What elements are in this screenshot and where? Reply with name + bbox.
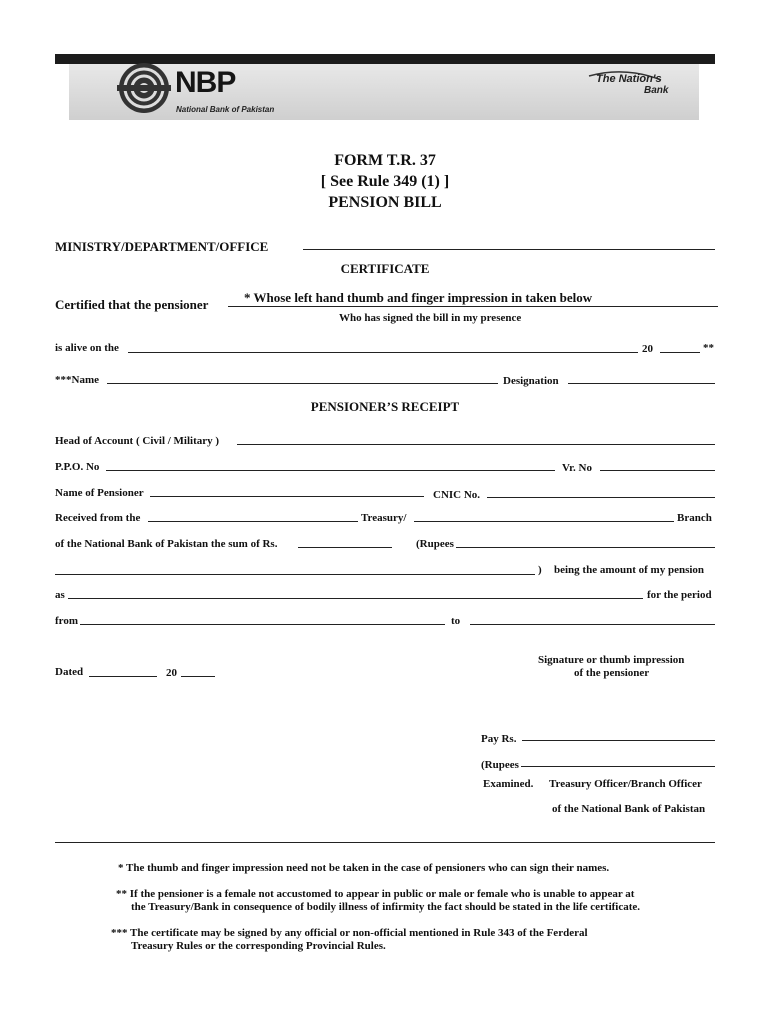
amount-label: being the amount of my pension <box>554 564 705 576</box>
bank-abbr: NBP <box>175 66 236 99</box>
note-3-line-1: *** The certificate may be signed by any official or non-official mentioned in Rule 343 of the Ferderal <box>111 927 588 939</box>
tagline-line-2: Bank <box>644 85 669 96</box>
pay-label: Pay Rs. <box>481 733 517 745</box>
vr-label: Vr. No <box>562 462 592 474</box>
note-1: * The thumb and finger impression need not be taken in the case of pensioners who can sign their names. <box>118 862 610 874</box>
alive-date-field[interactable] <box>128 352 638 353</box>
to-field[interactable] <box>470 624 715 625</box>
tagline-line-1: The Nation's <box>596 73 662 85</box>
cnic-field[interactable] <box>487 497 715 498</box>
bank-label: of the National Bank of Pakistan <box>552 803 706 815</box>
pensioner-field[interactable] <box>228 306 718 307</box>
rupees-field-2[interactable] <box>521 766 715 767</box>
to-label: to <box>451 615 461 627</box>
thumb-impression-text: * Whose left hand thumb and finger impression in taken below <box>244 290 593 305</box>
dated-field[interactable] <box>89 676 157 677</box>
double-star: ** <box>703 342 714 354</box>
dated-year-label: 20 <box>166 667 177 679</box>
as-field[interactable] <box>68 598 643 599</box>
examined-label: Examined. <box>483 778 534 790</box>
treasury-field[interactable] <box>414 521 674 522</box>
rupees-label: (Rupees <box>416 538 454 550</box>
ministry-field[interactable] <box>303 249 715 250</box>
officer-label: Treasury Officer/Branch Officer <box>549 778 702 790</box>
head-of-account-field[interactable] <box>237 444 715 445</box>
head-of-account-label: Head of Account ( Civil / Military ) <box>55 435 220 447</box>
bank-name: National Bank of Pakistan <box>176 105 275 114</box>
rupees-continued-field[interactable] <box>55 574 535 575</box>
ppo-field[interactable] <box>106 470 555 471</box>
pensioner-name-field[interactable] <box>150 496 424 497</box>
certified-label: Certified that the pensioner <box>55 297 209 312</box>
note-3-line-2: Treasury Rules or the corresponding Provincial Rules. <box>131 940 386 952</box>
received-from-field[interactable] <box>148 521 358 522</box>
received-label: Received from the <box>55 512 141 524</box>
footer-divider <box>55 842 715 843</box>
form-title: FORM T.R. 37 <box>334 152 436 169</box>
from-label: from <box>55 615 79 627</box>
vr-field[interactable] <box>600 470 715 471</box>
certificate-heading: CERTIFICATE <box>340 261 430 276</box>
sum-label: of the National Bank of Pakistan the sum of Rs. <box>55 538 278 550</box>
treasury-label: Treasury/ <box>361 512 407 524</box>
dated-label: Dated <box>55 666 84 678</box>
sum-rs-field[interactable] <box>298 547 392 548</box>
from-field[interactable] <box>80 624 445 625</box>
pay-field[interactable] <box>522 740 715 741</box>
alive-label: is alive on the <box>55 342 119 354</box>
pensioner-name-label: Name of Pensioner <box>55 487 144 499</box>
rupees-words-field[interactable] <box>456 547 715 548</box>
designation-label: Designation <box>503 375 559 387</box>
signed-presence-text: Who has signed the bill in my presence <box>339 312 522 324</box>
branch-label: Branch <box>677 512 712 524</box>
designation-field[interactable] <box>568 383 715 384</box>
paren-close: ) <box>538 564 542 576</box>
note-2-line-2: the Treasury/Bank in consequence of bodily illness of infirmity the fact should be stated in the life certificate. <box>131 901 641 913</box>
dated-year-field[interactable] <box>181 676 215 677</box>
ministry-label: MINISTRY/DEPARTMENT/OFFICE <box>55 239 269 254</box>
as-label: as <box>55 589 65 601</box>
rupees-label-2: (Rupees <box>481 759 519 771</box>
period-label: for the period <box>647 589 712 601</box>
name-label: ***Name <box>55 374 99 386</box>
form-rule: [ See Rule 349 (1) ] <box>320 173 450 190</box>
receipt-heading: PENSIONER’S RECEIPT <box>310 399 460 414</box>
alive-year-field[interactable] <box>660 352 700 353</box>
form-subtitle: PENSION BILL <box>328 194 442 211</box>
signature-line-1: Signature or thumb impression <box>538 654 685 666</box>
signature-line-2: of the pensioner <box>574 667 650 679</box>
alive-year-label: 20 <box>642 343 653 355</box>
ppo-label: P.P.O. No <box>55 461 100 473</box>
name-field[interactable] <box>107 383 498 384</box>
cnic-label: CNIC No. <box>433 489 481 501</box>
nbp-logo-icon <box>117 61 171 115</box>
note-2-line-1: ** If the pensioner is a female not accustomed to appear in public or male or female who is unable to appear at <box>116 888 635 900</box>
